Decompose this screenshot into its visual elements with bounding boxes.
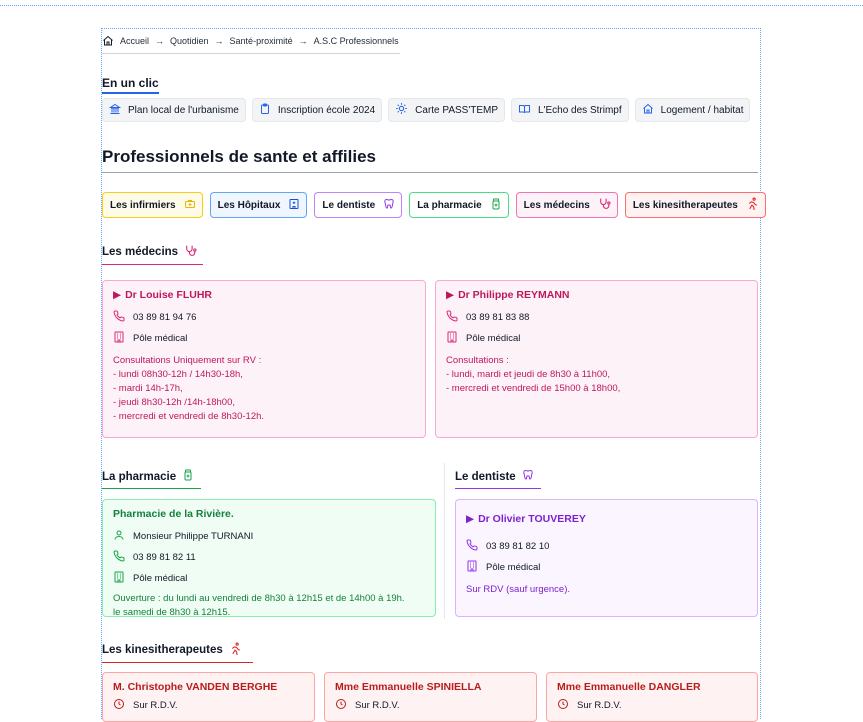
arrow-right-icon: → xyxy=(298,36,308,46)
category-pharmacie[interactable] xyxy=(409,192,508,218)
arrow-right-icon: → xyxy=(155,36,165,46)
running-icon xyxy=(746,197,759,213)
dentist-name[interactable] xyxy=(466,513,747,525)
phone-row[interactable] xyxy=(466,539,747,554)
dentist-card xyxy=(455,499,758,617)
place-row xyxy=(466,560,747,575)
quick-link-inscription[interactable] xyxy=(252,98,382,122)
quick-link-label: Carte PASS'TEMP xyxy=(415,104,499,116)
clipboard-icon xyxy=(259,103,271,118)
section-dentiste-title xyxy=(455,469,541,489)
category-hopitaux[interactable] xyxy=(210,192,308,218)
hours-line: - lundi 08h30-12h / 14h30-18h, xyxy=(113,369,243,380)
place-row xyxy=(446,331,747,346)
quick-link-plu[interactable] xyxy=(102,98,246,122)
section-title-text: Les kinesitherapeutes xyxy=(102,644,223,656)
phone-icon xyxy=(113,550,125,565)
phone-number: 03 89 81 82 11 xyxy=(133,552,196,563)
place-row xyxy=(113,571,425,586)
section-pharmacie-title xyxy=(102,469,201,489)
building-icon xyxy=(113,331,125,346)
place-text: Pôle médical xyxy=(133,573,188,584)
building-columns-icon xyxy=(109,103,121,118)
category-kinesitherapeutes[interactable] xyxy=(625,192,766,218)
phone-icon xyxy=(113,310,125,325)
dentist-name-text: Dr Olivier TOUVEREY xyxy=(478,513,586,525)
category-label: Le dentiste xyxy=(322,199,376,211)
doctor-name[interactable] xyxy=(446,289,747,301)
category-medecins[interactable] xyxy=(516,192,618,218)
phone-icon xyxy=(466,539,478,554)
opening-hours xyxy=(113,592,425,620)
hours-line: - mercredi et vendredi de 8h30-12h. xyxy=(113,411,265,422)
breadcrumb xyxy=(102,35,400,54)
kine-card xyxy=(102,672,315,722)
doctor-name-text: Dr Philippe REYMANN xyxy=(458,289,570,301)
place-row xyxy=(113,331,415,346)
hours-line: - jeudi 8h30-12h /14h-18h00, xyxy=(113,397,236,408)
phone-icon xyxy=(446,310,458,325)
quick-link-pass-temp[interactable] xyxy=(388,98,505,122)
doctor-card xyxy=(102,280,426,438)
appointment-row xyxy=(557,698,747,713)
appointment-text: Sur R.D.V. xyxy=(577,700,622,711)
home-icon xyxy=(642,103,654,118)
running-icon xyxy=(229,642,242,658)
quick-link-label: L'Echo des Strimpf xyxy=(538,104,622,116)
clock-icon xyxy=(335,698,347,713)
breadcrumb-quotidien[interactable]: Quotidien xyxy=(170,36,209,46)
person-text: Monsieur Philippe TURNANI xyxy=(133,531,254,542)
arrow-right-icon: → xyxy=(214,36,224,46)
category-filters xyxy=(102,192,766,218)
triangle-right-icon: ▶ xyxy=(113,289,122,301)
section-title-text: Les médecins xyxy=(102,246,179,258)
building-icon xyxy=(466,560,478,575)
phone-row[interactable] xyxy=(113,550,425,565)
triangle-right-icon: ▶ xyxy=(446,289,455,301)
sun-bulb-icon xyxy=(395,102,408,118)
kine-name[interactable]: M. Christophe VANDEN BERGHE xyxy=(113,681,278,693)
category-label: Les médecins xyxy=(523,199,590,211)
consultation-hours xyxy=(446,354,747,396)
person-row xyxy=(113,529,425,544)
kine-card xyxy=(324,672,537,722)
appointment-row xyxy=(113,698,304,713)
book-open-icon xyxy=(518,103,531,118)
category-label: Les kinesitherapeutes xyxy=(632,199,738,211)
place-text: Pôle médical xyxy=(486,562,541,573)
category-label: Les Hôpitaux xyxy=(217,199,281,211)
quick-link-echo[interactable] xyxy=(511,98,629,122)
hours-line: - mardi 14h-17h, xyxy=(113,383,183,394)
user-icon xyxy=(113,529,125,544)
breadcrumb-accueil[interactable]: Accueil xyxy=(120,36,150,46)
hours-line: Consultations : xyxy=(446,355,509,366)
home-icon[interactable] xyxy=(102,35,114,47)
quick-link-label: Logement / habitat xyxy=(660,104,744,116)
hospital-icon xyxy=(288,198,300,213)
kine-card xyxy=(546,672,758,722)
pharmacy-name[interactable]: Pharmacie de la Rivière. xyxy=(113,508,234,520)
kine-name[interactable]: Mme Emmanuelle SPINIELLA xyxy=(335,681,482,693)
category-infirmiers[interactable] xyxy=(102,192,203,218)
doctor-name[interactable] xyxy=(113,289,415,301)
section-title-text: Le dentiste xyxy=(455,470,516,483)
consultation-hours xyxy=(113,354,415,424)
building-icon xyxy=(113,571,125,586)
top-dotted-guide xyxy=(0,5,863,6)
hours-line: - lundi, mardi et jeudi de 8h30 à 11h00, xyxy=(446,369,611,380)
hours-line: Ouverture : du lundi au vendredi de 8h30 à 12h15 et de 14h00 à 19h. xyxy=(113,593,405,604)
doctor-name-text: Dr Louise FLUHR xyxy=(125,289,212,301)
phone-row[interactable] xyxy=(113,310,415,325)
appointment-row xyxy=(335,698,526,713)
hours-line: Consultations Uniquement sur RV : xyxy=(113,355,262,366)
section-medecins-title xyxy=(102,244,203,265)
clock-icon xyxy=(113,698,125,713)
section-title-text: La pharmacie xyxy=(102,470,177,483)
breadcrumb-current: A.S.C Professionnels xyxy=(313,36,399,46)
hours-line: le samedi de 8h30 à 12h15. xyxy=(113,607,231,618)
dentist-note: Sur RDV (sauf urgence). xyxy=(466,584,571,595)
phone-number: 03 89 81 82 10 xyxy=(486,541,550,552)
quick-link-label: Plan local de l'urbanisme xyxy=(128,104,239,116)
quick-link-label: Inscription école 2024 xyxy=(277,104,376,116)
pill-bottle-icon xyxy=(182,469,194,484)
kine-name[interactable]: Mme Emmanuelle DANGLER xyxy=(557,681,701,693)
clock-icon xyxy=(557,698,569,713)
hours-line: - mercredi et vendredi de 15h00 à 18h00, xyxy=(446,383,621,394)
triangle-right-icon: ▶ xyxy=(466,513,475,525)
place-text: Pôle médical xyxy=(133,333,188,344)
en-un-clic-title: En un clic xyxy=(102,76,159,94)
pill-bottle-icon xyxy=(490,198,502,213)
pharmacy-card xyxy=(102,499,436,617)
place-text: Pôle médical xyxy=(466,333,521,344)
quick-link-logement[interactable] xyxy=(635,98,751,122)
appointment-text: Sur R.D.V. xyxy=(133,700,178,711)
appointment-text: Sur R.D.V. xyxy=(355,700,400,711)
section-kines-title xyxy=(102,642,253,663)
stethoscope-icon xyxy=(598,197,611,213)
quick-links xyxy=(102,98,750,122)
building-icon xyxy=(446,331,458,346)
phone-number: 03 89 81 94 76 xyxy=(133,312,197,323)
breadcrumb-sante-proximite[interactable]: Santé-proximité xyxy=(229,36,293,46)
category-label: La pharmacie xyxy=(417,199,482,211)
column-divider xyxy=(444,463,445,619)
nurse-icon xyxy=(184,198,196,213)
category-dentiste[interactable] xyxy=(314,192,402,218)
stethoscope-icon xyxy=(184,244,197,260)
phone-row[interactable] xyxy=(446,310,747,325)
tooth-icon xyxy=(383,198,395,213)
category-label: Les infirmiers xyxy=(110,199,176,211)
page-title: Professionnels de sante et affilies xyxy=(102,147,758,173)
doctor-card xyxy=(435,280,758,438)
phone-number: 03 89 81 83 88 xyxy=(466,312,530,323)
tooth-icon xyxy=(522,469,534,484)
